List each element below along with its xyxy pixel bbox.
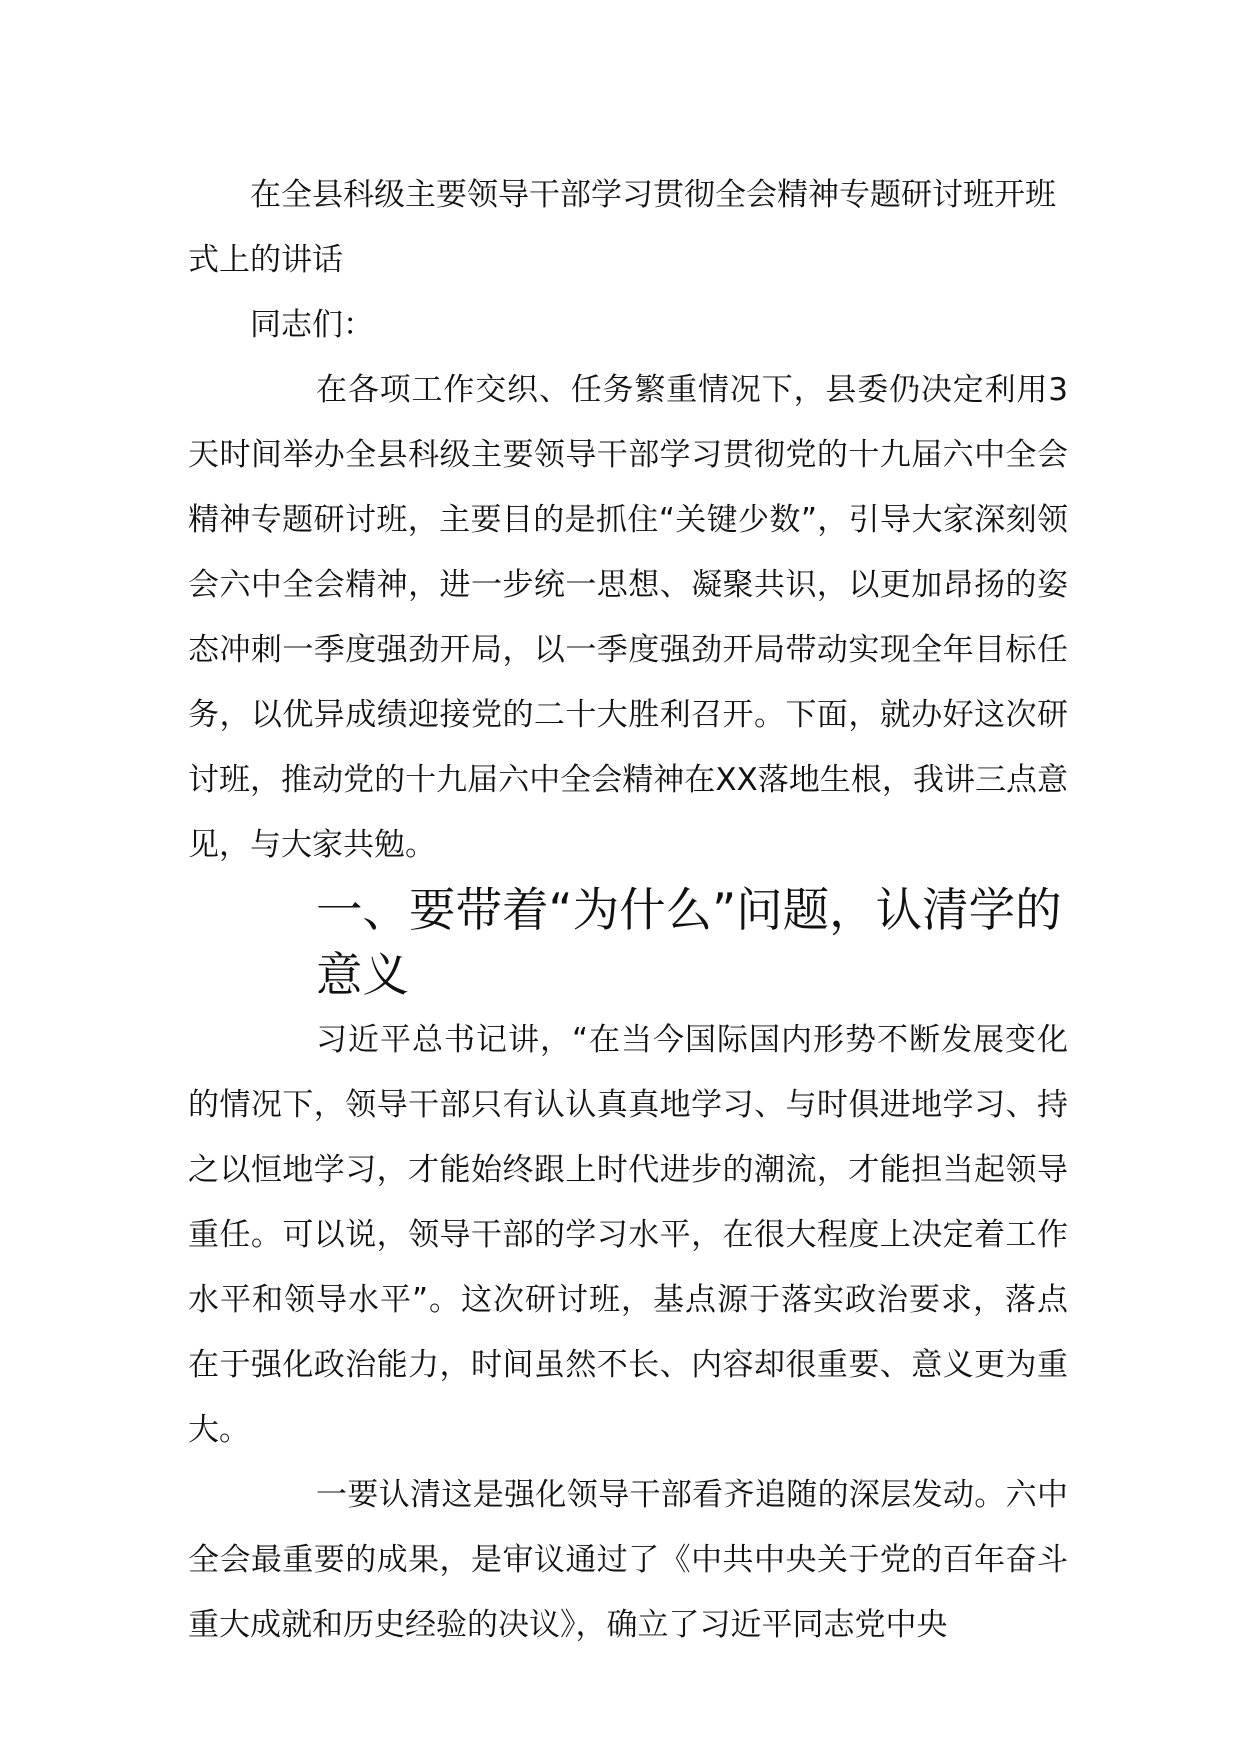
document-page bbox=[188, 163, 1068, 1658]
section-heading: 一、要带着“为什么”问题，认清学的意义 bbox=[316, 883, 1062, 1002]
salutation: 同志们： bbox=[250, 307, 374, 343]
body-paragraph: 一要认清这是强化领导干部看齐追随的深层发动。六中全会最重要的成果，是审议通过了《中共中央关于党的百年奋斗重大成就和历史经验的决议》，确立了习近平同志党中央 bbox=[188, 1477, 1068, 1643]
body-paragraph: 在各项工作交织、任务繁重情况下，县委仍决定利用3天时间举办全县科级主要领导干部学习贯彻党的十九届六中全会精神专题研讨班，主要目的是抓住“关键少数”，引导大家深刻领会六中全会精神，进一步统一思想、凝聚共识，以更加昂扬的姿态冲刺一季度强劲开局，以一季度强劲开局带动实现全年目标任务，以优异成绩迎接党的二十大胜利召开。下面，就办好这次研讨班，推动党的十九届六中全会精神在XX落地生根，我讲三点意见，与大家共勉。 bbox=[188, 372, 1068, 863]
body-paragraph: 习近平总书记讲，“在当今国际国内形势不断发展变化的情况下，领导干部只有认认真真地学习、与时俱进地学习、持之以恒地学习，才能始终跟上时代进步的潮流，才能担当起领导重任。可以说，领导干部的学习水平，在很大程度上决定着工作水平和领导水平”。这次研讨班，基点源于落实政治要求，落点在于强化政治能力，时间虽然不长、内容却很重要、意义更为重大。 bbox=[188, 1022, 1068, 1448]
document-title: 在全县科级主要领导干部学习贯彻全会精神专题研讨班开班式上的讲话 bbox=[188, 177, 1056, 278]
